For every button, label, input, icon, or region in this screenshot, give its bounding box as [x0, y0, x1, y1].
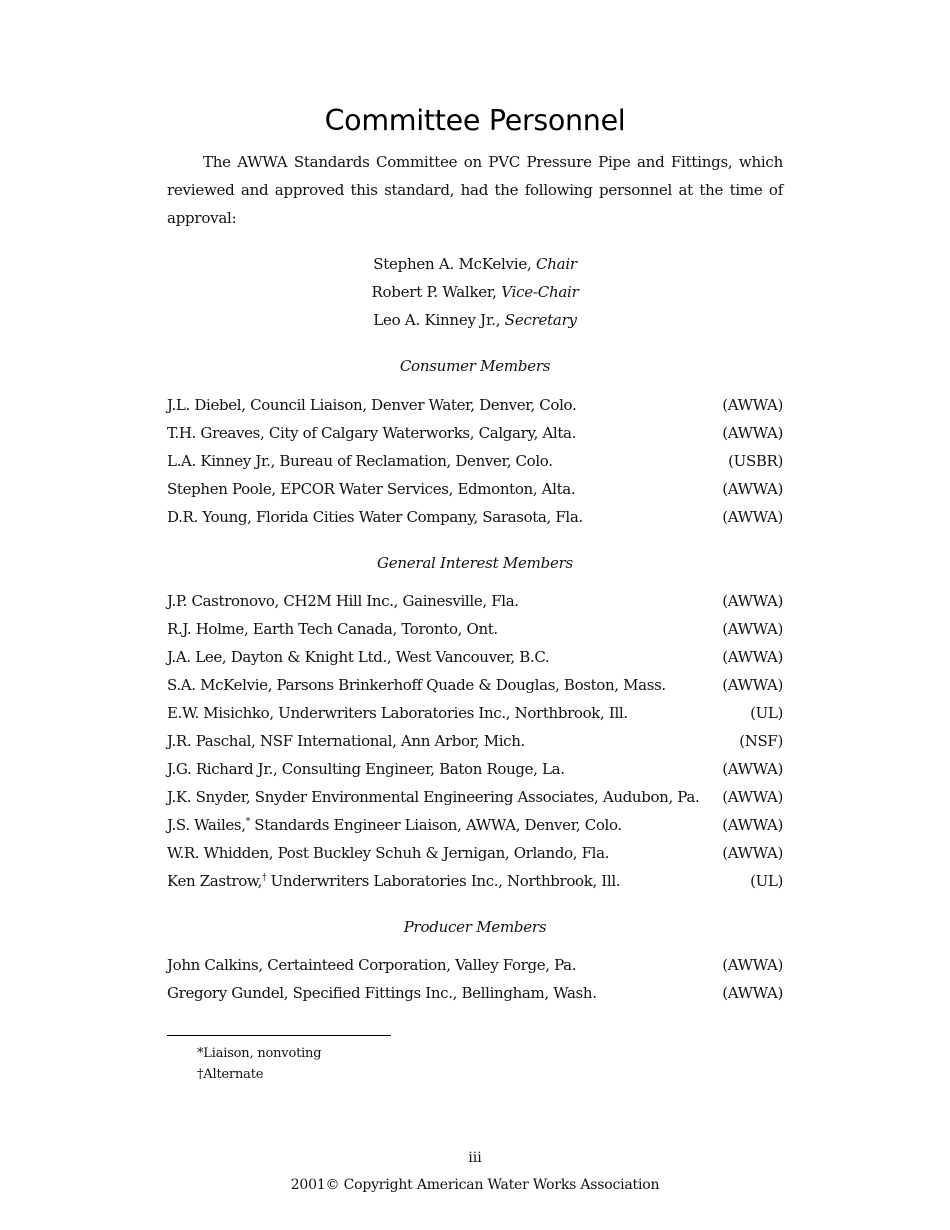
member-row — [167, 643, 783, 671]
member-list-producer — [167, 951, 783, 1007]
footnote-rule — [167, 1035, 391, 1036]
member-row — [167, 727, 783, 755]
member-entry — [167, 391, 576, 419]
member-name: S.A. McKelvie, — [167, 676, 273, 694]
member-affiliation: EPCOR Water Services, Edmonton, Alta. — [275, 480, 576, 498]
member-affiliation: Post Buckley Schuh & Jernigan, Orlando, Fla. — [273, 844, 610, 862]
footnote-liaison: *Liaison, nonvoting — [197, 1046, 322, 1061]
member-name: T.H. Greaves, — [167, 424, 265, 442]
member-affiliation: Bureau of Reclamation, Denver, Colo. — [275, 452, 553, 470]
member-entry — [167, 447, 553, 475]
member-entry — [167, 587, 519, 615]
page-number: iii — [468, 1150, 482, 1166]
member-entry — [167, 755, 565, 783]
member-name: J.R. Paschal, — [167, 732, 256, 750]
member-row — [167, 755, 783, 783]
member-organization: (AWWA) — [722, 956, 783, 974]
member-organization: (AWWA) — [722, 508, 783, 526]
member-organization: (AWWA) — [722, 760, 783, 778]
section-heading-general-interest: General Interest Members — [377, 554, 573, 572]
member-entry — [167, 643, 549, 671]
member-row — [167, 699, 783, 727]
officer-vice-chair: Robert P. Walker, Vice-Chair — [371, 283, 579, 301]
member-affiliation: Florida Cities Water Company, Sarasota, Fla. — [251, 508, 583, 526]
member-organization: (USBR) — [728, 452, 783, 470]
member-organization: (AWWA) — [722, 648, 783, 666]
footnotes — [197, 1043, 321, 1085]
member-row — [167, 867, 783, 895]
member-list-general-interest — [167, 587, 783, 895]
member-organization: (AWWA) — [722, 984, 783, 1002]
member-row — [167, 839, 783, 867]
member-organization: (UL) — [750, 872, 783, 890]
member-affiliation: Consulting Engineer, Baton Rouge, La. — [277, 760, 565, 778]
member-name: Ken Zastrow, — [167, 872, 263, 890]
member-organization: (NSF) — [739, 732, 783, 750]
member-affiliation: NSF International, Ann Arbor, Mich. — [255, 732, 525, 750]
member-list-consumer — [167, 391, 783, 531]
member-name: Gregory Gundel, — [167, 984, 289, 1002]
member-organization: (AWWA) — [722, 396, 783, 414]
member-row — [167, 951, 783, 979]
member-row — [167, 615, 783, 643]
member-organization: (AWWA) — [722, 676, 783, 694]
member-row — [167, 811, 783, 839]
member-affiliation: Parsons Brinkerhoff Quade & Douglas, Boston, Mass. — [272, 676, 666, 694]
member-row — [167, 475, 783, 503]
footnote-marker: * — [245, 817, 250, 827]
member-entry — [167, 699, 628, 727]
member-affiliation: CH2M Hill Inc., Gainesville, Fla. — [278, 592, 519, 610]
member-organization: (AWWA) — [722, 480, 783, 498]
member-entry — [167, 951, 576, 979]
member-organization: (AWWA) — [722, 620, 783, 638]
member-name: J.K. Snyder, — [167, 788, 251, 806]
member-name: John Calkins, — [167, 956, 263, 974]
member-organization: (AWWA) — [722, 788, 783, 806]
member-affiliation: Underwriters Laboratories Inc., Northbrook, Ill. — [273, 704, 628, 722]
committee-officers — [0, 250, 950, 334]
member-row — [167, 503, 783, 531]
member-organization: (AWWA) — [722, 592, 783, 610]
officer-secretary: Leo A. Kinney Jr., Secretary — [373, 311, 577, 329]
member-affiliation: Certainteed Corporation, Valley Forge, Pa. — [262, 956, 577, 974]
section-heading-producer: Producer Members — [403, 918, 547, 936]
member-entry — [167, 503, 583, 531]
member-affiliation: Specified Fittings Inc., Bellingham, Wash. — [288, 984, 597, 1002]
member-affiliation: Standards Engineer Liaison, AWWA, Denver, Colo. — [249, 816, 622, 834]
member-entry — [167, 615, 498, 643]
intro-paragraph: The AWWA Standards Committee on PVC Pressure Pipe and Fittings, which reviewed and approved this standard, had the following personnel at the time of approval: — [167, 153, 783, 227]
member-row — [167, 391, 783, 419]
member-name: E.W. Misichko, — [167, 704, 274, 722]
member-name: D.R. Young, — [167, 508, 252, 526]
member-affiliation: Underwriters Laboratories Inc., Northbrook, Ill. — [266, 872, 621, 890]
member-affiliation: Earth Tech Canada, Toronto, Ont. — [248, 620, 498, 638]
member-name: W.R. Whidden, — [167, 844, 274, 862]
member-entry — [167, 475, 575, 503]
member-row — [167, 783, 783, 811]
member-name: J.G. Richard Jr., — [167, 760, 278, 778]
member-name: Stephen Poole, — [167, 480, 276, 498]
member-row — [167, 419, 783, 447]
member-name: L.A. Kinney Jr., — [167, 452, 276, 470]
member-row — [167, 671, 783, 699]
member-entry — [167, 811, 622, 839]
member-entry — [167, 839, 609, 867]
section-heading-consumer: Consumer Members — [399, 357, 551, 375]
member-name: R.J. Holme, — [167, 620, 249, 638]
member-affiliation: Snyder Environmental Engineering Associates, Audubon, Pa. — [250, 788, 700, 806]
member-entry — [167, 979, 597, 1007]
member-name: J.P. Castronovo, — [167, 592, 279, 610]
member-row — [167, 447, 783, 475]
officer-chair: Stephen A. McKelvie, Chair — [373, 255, 577, 273]
member-organization: (AWWA) — [722, 844, 783, 862]
member-affiliation: Council Liaison, Denver Water, Denver, Colo. — [245, 396, 577, 414]
member-organization: (AWWA) — [722, 424, 783, 442]
member-name: J.L. Diebel, — [167, 396, 246, 414]
footnote-alternate: †Alternate — [197, 1067, 264, 1082]
member-organization: (AWWA) — [722, 816, 783, 834]
member-row — [167, 979, 783, 1007]
footnote-marker: † — [262, 873, 267, 883]
member-affiliation: City of Calgary Waterworks, Calgary, Alta. — [264, 424, 577, 442]
member-row — [167, 587, 783, 615]
member-organization: (UL) — [750, 704, 783, 722]
member-entry — [167, 783, 699, 811]
copyright-notice: 2001© Copyright American Water Works Association — [290, 1177, 660, 1193]
member-entry — [167, 727, 525, 755]
member-entry — [167, 419, 576, 447]
member-entry — [167, 671, 666, 699]
page-title: Committee Personnel — [324, 104, 626, 137]
member-name: J.S. Wailes, — [167, 816, 246, 834]
member-entry — [167, 867, 620, 895]
member-affiliation: Dayton & Knight Ltd., West Vancouver, B.C. — [226, 648, 550, 666]
member-name: J.A. Lee, — [167, 648, 227, 666]
